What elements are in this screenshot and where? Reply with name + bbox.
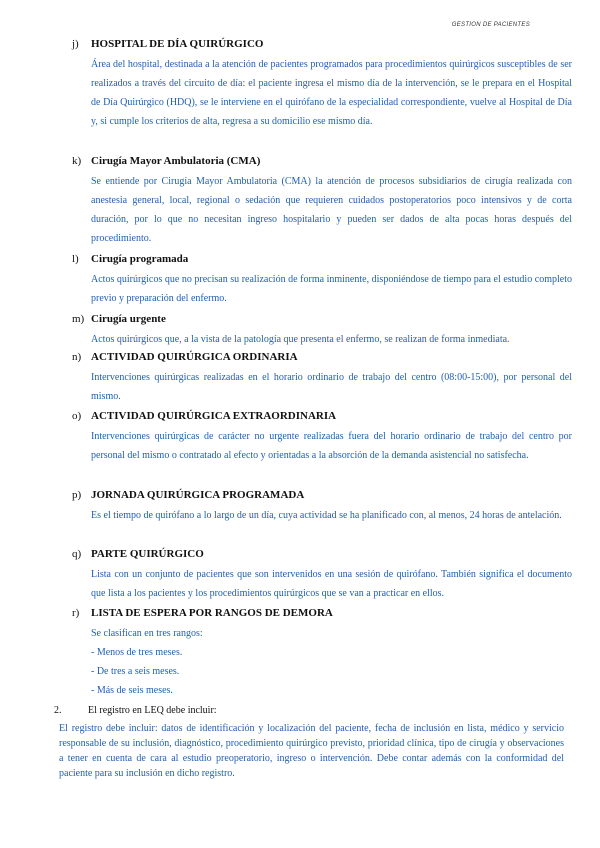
item-letter: q) <box>72 548 82 560</box>
item-letter: o) <box>72 410 82 422</box>
item-body: Actos quirúrgicos que no precisan su realización de forma inminente, disponiéndose de tiempo para el estudio completo previo y preparación del enfermo. <box>91 274 572 304</box>
item-body: Se entiende por Cirugía Mayor Ambulatoria (CMA) la atención de procesos subsidiarios de cirugía realizada con anestesia general, local, regional o sedación que requieren cuidados postoperatorios poco intensivos y de corta duración, por lo que no necesitan ingreso hospitalario y pueden ser dados de alta pocas horas después del procedimiento. <box>91 176 572 244</box>
list-item: - Más de seis meses. <box>91 685 173 696</box>
item-body: Intervenciones quirúrgicas realizadas en el horario ordinario de trabajo del centro (08:00-15:00), por personal del mismo. <box>91 372 572 402</box>
item-title: PARTE QUIRÚRGICO <box>91 548 204 560</box>
item-body: Área del hospital, destinada a la atención de pacientes programados para procedimientos quirúrgicos susceptibles de ser realizados a través del circuito de día: el paciente ingresa el mismo día de la intervención, se le prepara en el Hospital de Día Quirúrgico (HDQ), se le interviene en el quirófano de la especialidad correspondiente, vuelve al Hospital de Día y, si cumple los criterios de alta, regresa a su domicilio ese mismo día. <box>91 59 572 127</box>
item-body: Intervenciones quirúrgicas de carácter no urgente realizadas fuera del horario ordinario de trabajo del centro por personal del mismo o contratado al efecto y orientadas a la absorción de la demanda asistencial no satisfecha. <box>91 431 572 461</box>
item-title: Cirugía Mayor Ambulatoria (CMA) <box>91 155 261 167</box>
list-intro: Se clasifican en tres rangos: <box>91 628 203 639</box>
section-body: El registro debe incluir: datos de identificación y localización del paciente, fecha de inclusión en lista, médico y servicio responsable de su inclusión, diagnóstico, procedimiento quirúrgico previsto, prioridad clínica, tipo de cirugía y observaciones a tener en cuenta de cara al estudio preoperatorio, ingreso o intervención. Debe contar además con la conformidad del paciente para su inclusión en dicho registro. <box>59 723 564 779</box>
item-cirugia-programada <box>72 251 572 308</box>
list-item: - De tres a seis meses. <box>91 666 180 677</box>
item-body: Es el tiempo de quirófano a lo largo de un día, cuya actividad se ha planificado con, al menos, 24 horas de antelación. <box>91 510 562 521</box>
item-cma <box>72 153 572 248</box>
item-letter: m) <box>72 313 85 325</box>
item-actividad-ordinaria <box>72 349 572 406</box>
item-letter: j) <box>72 38 79 50</box>
item-body: Actos quirúrgicos que, a la vista de la patología que presenta el enfermo, se realizan de forma inmediata. <box>91 334 510 345</box>
section-title: El registro en LEQ debe incluir: <box>88 705 217 716</box>
item-hospital-dia <box>72 36 572 131</box>
item-letter: l) <box>72 253 79 265</box>
item-title: JORNADA QUIRÚRGICA PROGRAMADA <box>91 489 305 501</box>
list-item: - Menos de tres meses. <box>91 647 183 658</box>
numbered-section-2 <box>54 704 564 781</box>
item-letter: r) <box>72 607 80 619</box>
item-title: ACTIVIDAD QUIRÚRGICA EXTRAORDINARIA <box>91 410 337 422</box>
item-title: HOSPITAL DE DÍA QUIRÚRGICO <box>91 38 264 50</box>
item-title: Cirugía programada <box>91 253 189 265</box>
item-title: Cirugía urgente <box>91 313 166 325</box>
item-cirugia-urgente <box>72 311 572 349</box>
item-body: Lista con un conjunto de pacientes que son intervenidos en una sesión de quirófano. También significa el documento que lista a los pacientes y los procedimientos quirúrgicos que se van a practicar en ellos. <box>91 569 572 599</box>
item-parte-quirurgico <box>72 546 572 603</box>
item-letter: k) <box>72 155 82 167</box>
item-letter: n) <box>72 351 82 363</box>
item-jornada-programada <box>72 487 572 525</box>
running-header: GESTION DE PACIENTES <box>451 22 530 28</box>
item-body <box>91 624 572 700</box>
item-actividad-extraordinaria <box>72 408 572 465</box>
section-number: 2. <box>54 705 62 716</box>
item-title: ACTIVIDAD QUIRÚRGICA ORDINARIA <box>91 351 298 363</box>
item-letter: p) <box>72 489 82 501</box>
item-lista-espera <box>72 605 572 700</box>
item-title: LISTA DE ESPERA POR RANGOS DE DEMORA <box>91 607 333 619</box>
